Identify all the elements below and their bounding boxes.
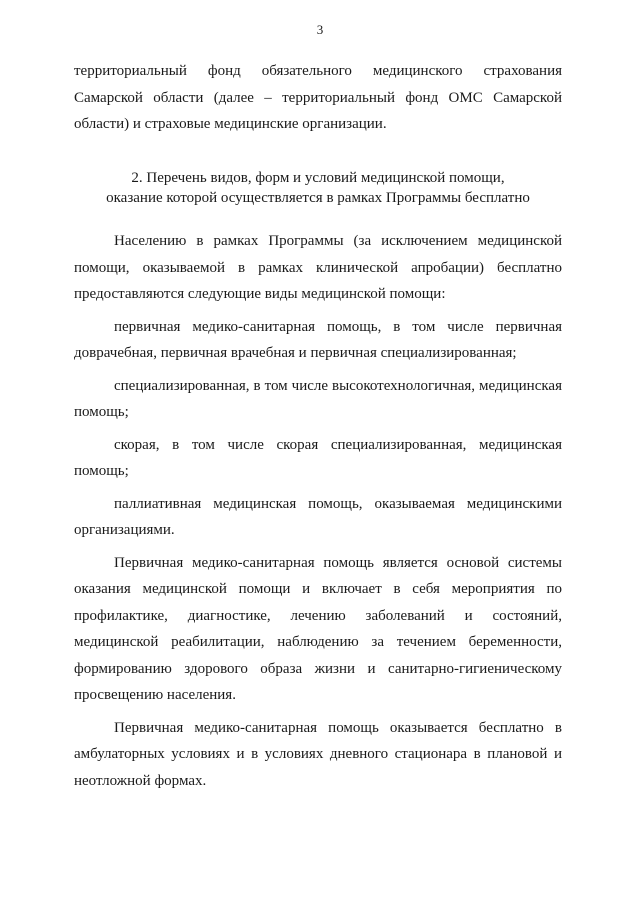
continuation-block <box>74 58 562 138</box>
section-heading-line2: оказание которой осуществляется в рамках Программы бесплатно <box>106 190 530 206</box>
paragraph-item-primary: первичная медико-санитарная помощь, в том числе первичная доврачебная, первичная врачебная и первичная специализированная; <box>74 318 562 361</box>
continuation-paragraph: территориальный фонд обязательного медицинского страхования Самарской области (далее – территориальный фонд ОМС Самарской области) и страховые медицинские организации. <box>74 63 562 132</box>
paragraph-item-specialized: специализированная, в том числе высокотехнологичная, медицинская помощь; <box>74 377 562 420</box>
section-body <box>74 228 562 794</box>
paragraph-item-emergency: скорая, в том числе скорая специализированная, медицинская помощь; <box>74 436 562 479</box>
paragraph-item-palliative: паллиативная медицинская помощь, оказываемая медицинскими организациями. <box>74 495 562 538</box>
page-number: 3 <box>316 22 324 37</box>
section-heading <box>74 168 562 208</box>
paragraph-primary-care: Первичная медико-санитарная помощь является основой системы оказания медицинской помощи и включает в себя мероприятия по профилактике, диагностике, лечению заболеваний и состояний, медицинской реабилитации, наблюдению за течением беременности, формированию здорового образа жизни и санитарно-гигиеническому просвещению населения. <box>74 554 562 703</box>
paragraph-intro: Населению в рамках Программы (за исключением медицинской помощи, оказываемой в рамках клинической апробации) бесплатно предоставляются следующие виды медицинской помощи: <box>74 233 562 302</box>
paragraph-primary-care-free: Первичная медико-санитарная помощь оказывается бесплатно в амбулаторных условиях и в условиях дневного стационара в плановой и неотложной формах. <box>74 719 562 789</box>
section-heading-line1: 2. Перечень видов, форм и условий медицинской помощи, <box>131 170 505 186</box>
